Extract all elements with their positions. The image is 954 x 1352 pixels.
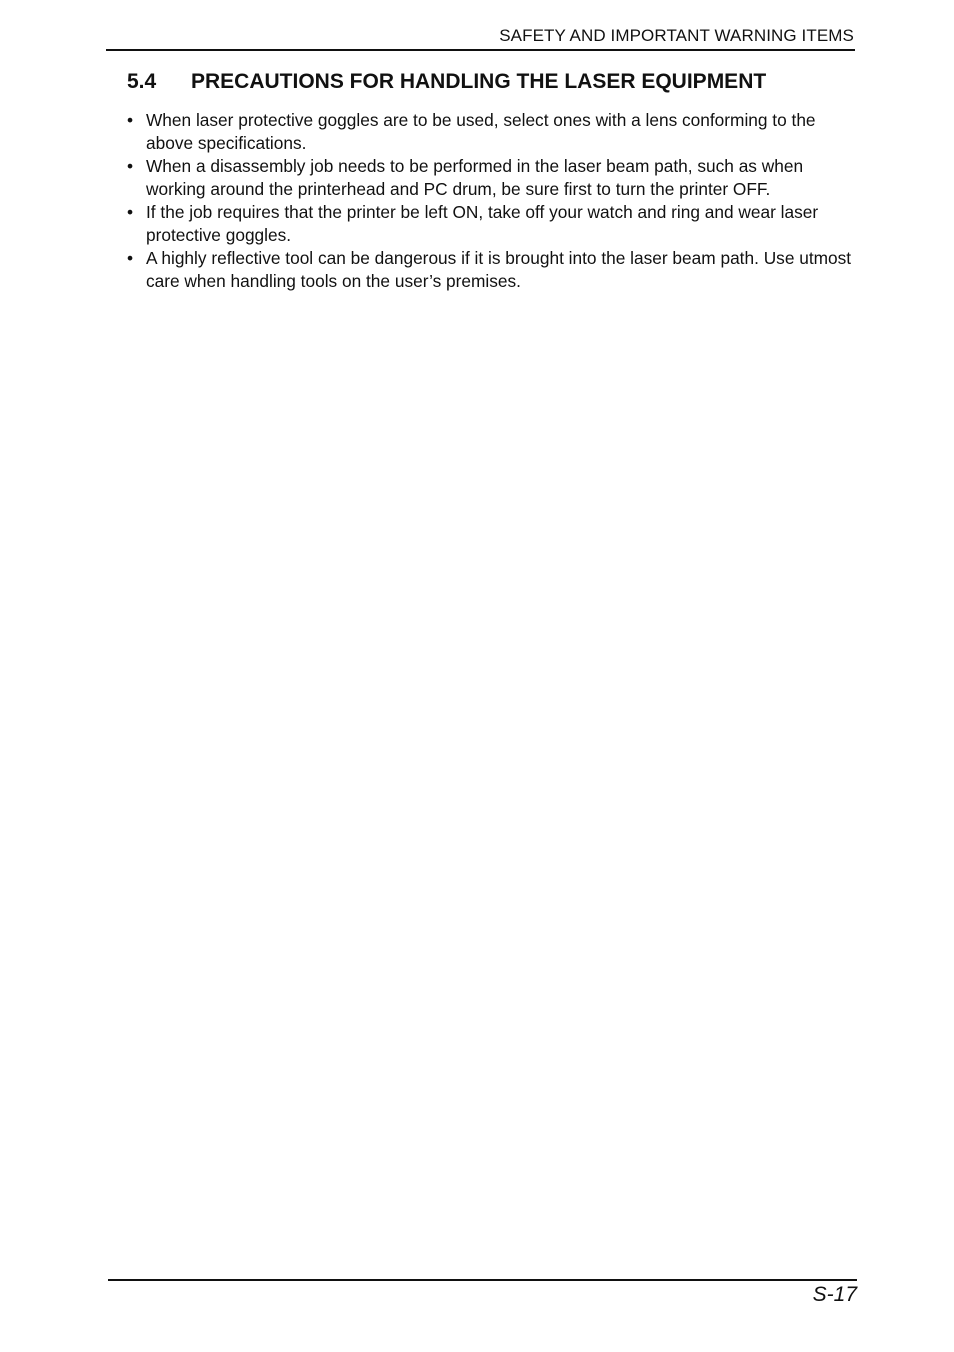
list-item-text: A highly reflective tool can be dangerous if it is brought into the laser beam path. Use utmost care when handling tools on the user’s premises. [146, 248, 852, 291]
bullet-icon: • [127, 248, 134, 268]
list-item-text: When laser protective goggles are to be used, select ones with a lens conforming to the above specifications. [146, 110, 816, 153]
list-item [127, 155, 857, 201]
page-number: S-17 [812, 1283, 857, 1306]
header-rule [106, 49, 855, 51]
list-item [127, 201, 857, 247]
section-number: 5.4 [127, 70, 157, 93]
bullet-list [127, 109, 857, 293]
section-title: PRECAUTIONS FOR HANDLING THE LASER EQUIPMENT [191, 70, 767, 93]
section-heading [127, 70, 766, 94]
bullet-icon: • [127, 110, 134, 130]
footer-rule [108, 1279, 857, 1281]
list-item-text: If the job requires that the printer be left ON, take off your watch and ring and wear laser protective goggles. [146, 202, 819, 245]
list-item [127, 109, 857, 155]
bullet-icon: • [127, 156, 134, 176]
running-header: SAFETY AND IMPORTANT WARNING ITEMS [499, 26, 854, 45]
bullet-icon: • [127, 202, 134, 222]
list-item-text: When a disassembly job needs to be performed in the laser beam path, such as when working around the printerhead and PC drum, be sure first to turn the printer OFF. [146, 156, 804, 199]
list-item [127, 247, 857, 293]
